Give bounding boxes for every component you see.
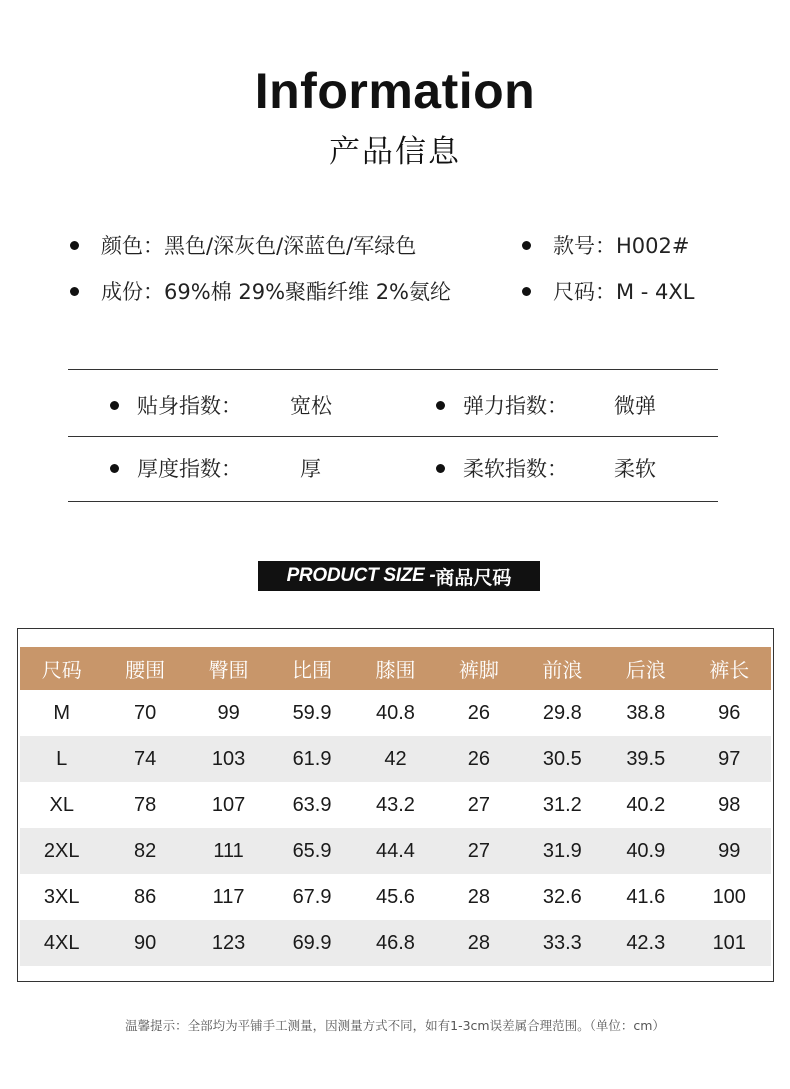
spec-color: [70, 230, 416, 260]
table-cell: 63.9: [292, 793, 332, 816]
spec-style-no-text: 款号：H002#: [553, 234, 690, 258]
size-table: [20, 647, 771, 966]
table-cell: 40.2: [626, 793, 666, 816]
table-row: [20, 920, 771, 966]
size-table-header-cell: 后浪: [604, 647, 687, 690]
bullet-icon: [436, 401, 445, 410]
table-cell: 3XL: [43, 885, 80, 908]
table-cell: 59.9: [292, 701, 332, 724]
table-cell: 32.6: [542, 885, 582, 908]
table-cell: 4XL: [20, 920, 103, 966]
size-table-header-cell: 臀围: [187, 647, 270, 690]
size-table-body: [20, 690, 771, 966]
size-table-header-cell: 尺码: [20, 647, 103, 690]
size-table-frame: [17, 628, 774, 982]
table-cell: 97: [688, 736, 772, 782]
table-cell: 39.5: [604, 736, 687, 782]
table-cell: 33.3: [521, 920, 604, 966]
table-cell: 99: [217, 701, 240, 724]
table-cell: 41.6: [626, 885, 666, 908]
table-cell: XL: [49, 793, 74, 816]
index-fit: [110, 390, 242, 420]
divider-middle: [68, 436, 718, 437]
index-elastic-value: 微弹: [614, 394, 656, 418]
table-row: [20, 828, 771, 874]
table-cell: 46.8: [354, 920, 437, 966]
spec-color-text: 颜色：黑色/深灰色/深蓝色/军绿色: [101, 234, 417, 258]
table-cell: 90: [103, 920, 186, 966]
table-cell: 96: [718, 701, 741, 724]
size-table-header-cell: 膝围: [354, 647, 437, 690]
spec-style-no: [522, 230, 689, 260]
table-cell: 42: [354, 736, 437, 782]
product-size-banner: [258, 561, 540, 591]
table-cell: L: [20, 736, 103, 782]
title-english: Information: [254, 63, 536, 119]
table-cell: 101: [688, 920, 772, 966]
table-cell: M: [53, 701, 71, 724]
table-cell: 103: [187, 736, 270, 782]
table-cell: 65.9: [270, 828, 353, 874]
table-cell: 26: [437, 736, 520, 782]
table-cell: 70: [134, 701, 157, 724]
size-table-header-row: [20, 647, 771, 690]
table-cell: 26: [467, 701, 491, 724]
spec-composition: [70, 276, 451, 306]
measurement-note: 温馨提示：全部均为平铺手工测量，因测量方式不同，如有1-3cm误差属合理范围。（单位：cm）: [125, 1018, 665, 1033]
table-cell: 28: [467, 885, 491, 908]
bullet-icon: [522, 241, 531, 250]
table-cell: 82: [103, 828, 186, 874]
table-cell: 28: [437, 920, 520, 966]
product-size-banner-cn: 商品尺码: [435, 566, 512, 589]
spec-size-range-text: 尺码：M - 4XL: [553, 280, 695, 304]
table-cell: 29.8: [542, 701, 582, 724]
table-cell: 40.8: [376, 701, 415, 724]
table-cell: 74: [103, 736, 186, 782]
index-softness-label: 柔软指数：: [463, 457, 568, 481]
title-chinese: 产品信息: [329, 134, 461, 170]
divider-top: [68, 369, 718, 370]
index-fit-value: 宽松: [290, 394, 332, 418]
table-row: [20, 690, 771, 736]
index-thickness-value: 厚: [300, 457, 321, 481]
index-elastic: [436, 390, 568, 420]
bullet-icon: [436, 464, 445, 473]
divider-bottom: [68, 501, 718, 502]
table-row: [20, 782, 771, 828]
table-cell: 117: [212, 885, 245, 908]
table-row: [20, 874, 771, 920]
bullet-icon: [70, 241, 79, 250]
bullet-icon: [70, 287, 79, 296]
index-fit-label: 贴身指数：: [137, 394, 242, 418]
table-cell: 99: [688, 828, 772, 874]
table-cell: 2XL: [20, 828, 103, 874]
index-thickness: [110, 453, 242, 483]
table-cell: 107: [211, 793, 246, 816]
index-softness: [436, 453, 568, 483]
table-cell: 78: [134, 793, 157, 816]
table-cell: 100: [712, 885, 746, 908]
table-cell: 40.9: [604, 828, 687, 874]
index-thickness-label: 厚度指数：: [137, 457, 242, 481]
size-table-header-cell: 裤长: [688, 647, 772, 690]
bullet-icon: [110, 401, 119, 410]
table-cell: 43.2: [376, 793, 415, 816]
table-cell: 38.8: [626, 701, 666, 724]
table-cell: 86: [134, 885, 157, 908]
table-cell: 31.9: [521, 828, 604, 874]
index-softness-value: 柔软: [614, 457, 656, 481]
bullet-icon: [110, 464, 119, 473]
table-cell: 42.3: [604, 920, 687, 966]
table-cell: 45.6: [376, 885, 415, 908]
size-table-header-cell: 腰围: [103, 647, 186, 690]
table-cell: 27: [437, 828, 520, 874]
table-cell: 111: [187, 828, 270, 874]
table-cell: 27: [467, 793, 491, 816]
table-cell: 69.9: [270, 920, 353, 966]
table-cell: 61.9: [270, 736, 353, 782]
spec-composition-text: 成份：69%棉 29%聚酯纤维 2%氨纶: [101, 280, 452, 304]
index-elastic-label: 弹力指数：: [463, 394, 568, 418]
size-table-header-cell: 前浪: [521, 647, 604, 690]
spec-size-range: [522, 276, 695, 306]
table-cell: 30.5: [521, 736, 604, 782]
size-table-header-cell: 裤脚: [437, 647, 520, 690]
bullet-icon: [522, 287, 531, 296]
table-cell: 44.4: [354, 828, 437, 874]
size-table-header-cell: 比围: [270, 647, 353, 690]
product-size-banner-en: PRODUCT SIZE -: [286, 565, 436, 586]
table-cell: 123: [187, 920, 270, 966]
table-cell: 67.9: [292, 885, 332, 908]
table-cell: 31.2: [542, 793, 582, 816]
table-row: [20, 736, 771, 782]
table-cell: 98: [718, 793, 741, 816]
